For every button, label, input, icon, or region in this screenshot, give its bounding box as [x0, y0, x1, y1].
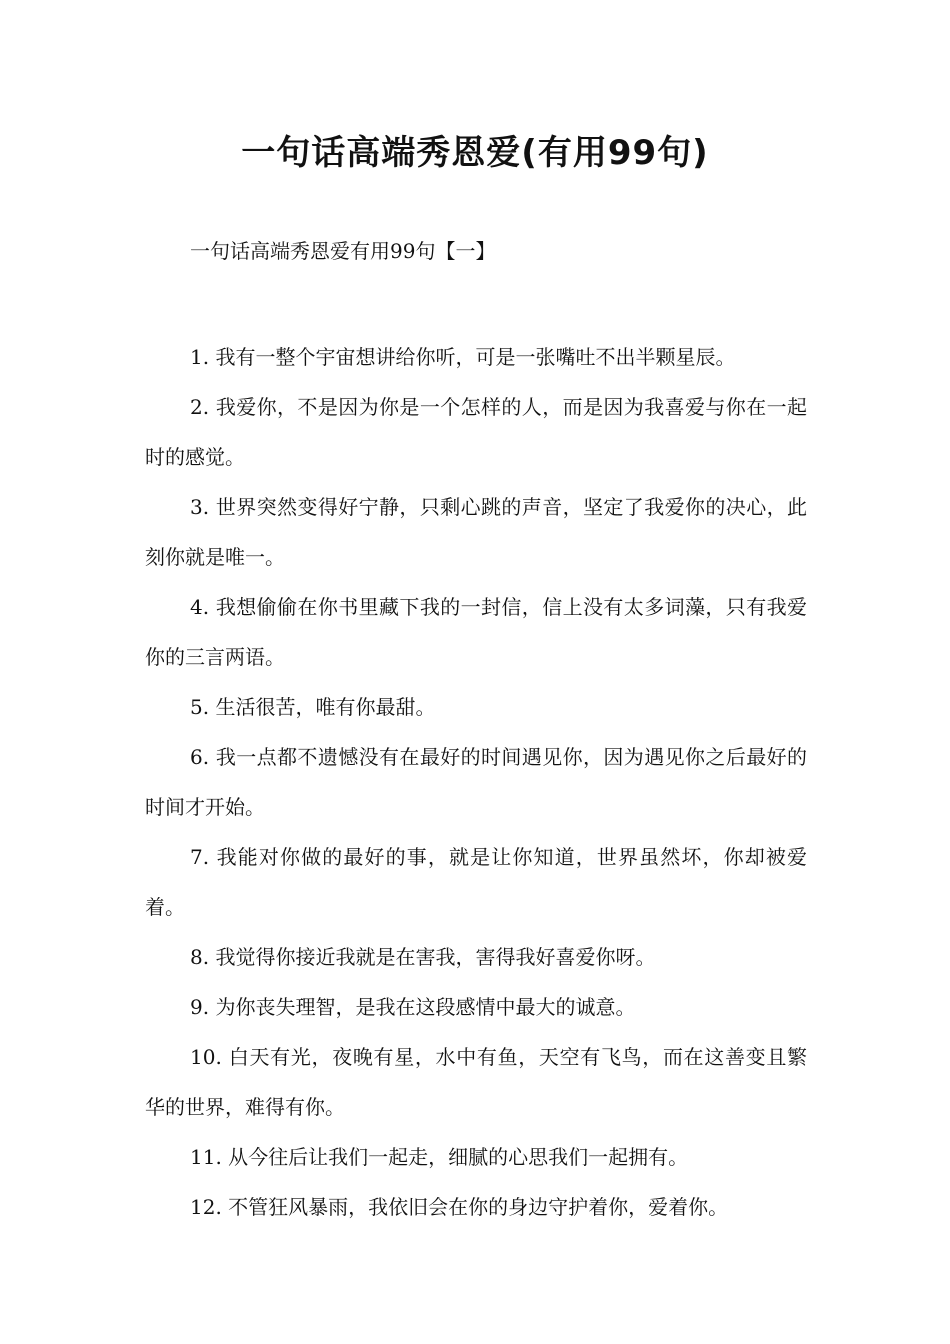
document-title: 一句话高端秀恩爱(有用99句): [241, 133, 709, 173]
list-item: 8. 我觉得你接近我就是在害我，害得我好喜爱你呀。: [190, 945, 656, 969]
list-item: 11. 从今往后让我们一起走，细腻的心思我们一起拥有。: [190, 1145, 689, 1169]
list-item: 10. 白天有光，夜晚有星，水中有鱼，天空有飞鸟，而在这善变且繁华的世界，难得有你。: [145, 1045, 807, 1119]
list-item: 1. 我有一整个宇宙想讲给你听，可是一张嘴吐不出半颗星辰。: [190, 345, 736, 369]
list-item: 9. 为你丧失理智，是我在这段感情中最大的诚意。: [190, 995, 636, 1019]
item-list: [145, 332, 807, 1232]
section-heading: 一句话高端秀恩爱有用99句【一】: [190, 239, 496, 263]
list-item: 12. 不管狂风暴雨，我依旧会在你的身边守护着你，爱着你。: [190, 1195, 729, 1219]
list-item: 3. 世界突然变得好宁静，只剩心跳的声音，坚定了我爱你的决心，此刻你就是唯一。: [145, 495, 807, 569]
list-item: 7. 我能对你做的最好的事，就是让你知道，世界虽然坏，你却被爱着。: [145, 845, 807, 919]
list-item: 5. 生活很苦，唯有你最甜。: [190, 695, 436, 719]
list-item: 4. 我想偷偷在你书里藏下我的一封信，信上没有太多词藻，只有我爱你的三言两语。: [145, 595, 807, 669]
list-item: 2. 我爱你，不是因为你是一个怎样的人，而是因为我喜爱与你在一起时的感觉。: [145, 395, 807, 469]
list-item: 6. 我一点都不遗憾没有在最好的时间遇见你，因为遇见你之后最好的时间才开始。: [145, 745, 807, 819]
